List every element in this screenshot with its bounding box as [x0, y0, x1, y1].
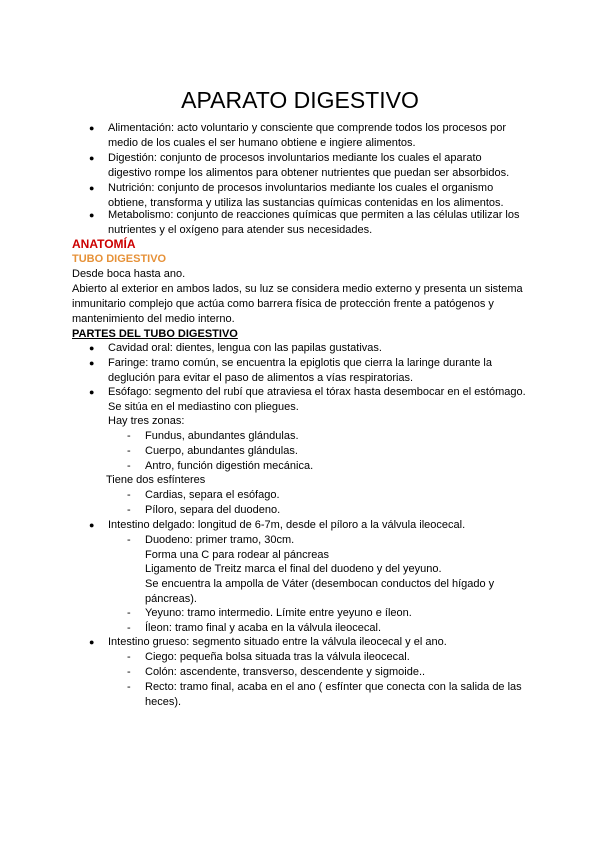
- bullet-icon: ●: [89, 123, 95, 133]
- bullet-icon: ●: [89, 520, 95, 530]
- duodeno-line-1: Duodeno: primer tramo, 30cm.: [145, 534, 295, 546]
- tube-line-1: Desde boca hasta ano.: [72, 268, 186, 280]
- dash-icon: -: [127, 666, 131, 678]
- sphincters-intro: Tiene dos esfínteres: [106, 474, 206, 486]
- segment-colon: Colón: ascendente, transverso, descendente y sigmoide..: [145, 666, 426, 678]
- dash-icon: -: [127, 534, 131, 546]
- definition-alimentacion: Alimentación: acto voluntario y consciente que comprende todos los procesos por medio de los cuales el ser humano obtiene e ingiere alimentos.: [108, 122, 507, 149]
- anatomy-heading: ANATOMÍA: [72, 237, 136, 251]
- parts-heading: PARTES DEL TUBO DIGESTIVO: [72, 328, 238, 340]
- dash-icon: -: [127, 622, 131, 634]
- dash-icon: -: [127, 430, 131, 442]
- bullet-icon: ●: [89, 343, 95, 353]
- zone-antro: Antro, función digestión mecánica.: [145, 460, 314, 472]
- dash-icon: -: [127, 489, 131, 501]
- duodeno-line-3: Ligamento de Treitz marca el final del duodeno y del yeyuno.: [145, 563, 442, 575]
- part-faringe: Faringe: tramo común, se encuentra la epiglotis que cierra la laringe durante la deglución para evitar el paso de alimentos a vías respiratorias.: [108, 357, 492, 384]
- dash-icon: -: [127, 504, 131, 516]
- tube-heading: TUBO DIGESTIVO: [72, 253, 167, 265]
- part-esofago: Esófago: segmento del rubí que atraviesa el tórax hasta desembocar en el estómago. Se sitúa en el mediastino con pliegues.: [108, 386, 526, 413]
- bullet-icon: ●: [89, 387, 95, 397]
- segment-recto: Recto: tramo final, acaba en el ano ( esfínter que conecta con la salida de las heces).: [145, 681, 522, 708]
- definition-digestion: Digestión: conjunto de procesos involuntarios mediante los cuales el aparato digestivo rompe los alimentos para obtener nutrientes que puedan ser absorbidos.: [108, 152, 510, 179]
- bullet-icon: ●: [89, 183, 95, 193]
- definition-nutricion: Nutrición: conjunto de procesos involuntarios mediante los cuales el organismo obtiene, transforma y utiliza las sustancias químicas contenidas en los alimentos.: [108, 182, 504, 209]
- sphincter-cardias: Cardias, separa el esófago.: [145, 489, 280, 501]
- part-intestino-grueso: Intestino grueso: segmento situado entre la válvula ileocecal y el ano.: [108, 636, 447, 648]
- dash-icon: -: [127, 681, 131, 693]
- duodeno-line-2: Forma una C para rodear al páncreas: [145, 549, 330, 561]
- bullet-icon: ●: [89, 210, 95, 220]
- dash-icon: -: [127, 460, 131, 472]
- zone-fundus: Fundus, abundantes glándulas.: [145, 430, 299, 442]
- part-cavidad-oral: Cavidad oral: dientes, lengua con las papilas gustativas.: [108, 342, 382, 354]
- definition-metabolismo: Metabolismo: conjunto de reacciones químicas que permiten a las células utilizar los nutrientes y el oxígeno para atender sus necesidades.: [108, 209, 520, 236]
- page-title: APARATO DIGESTIVO: [181, 87, 419, 113]
- dash-icon: -: [127, 607, 131, 619]
- sphincter-piloro: Píloro, separa del duodeno.: [145, 504, 281, 516]
- dash-icon: -: [127, 651, 131, 663]
- zones-intro: Hay tres zonas:: [108, 415, 185, 427]
- bullet-icon: ●: [89, 358, 95, 368]
- bullet-icon: ●: [89, 637, 95, 647]
- segment-ciego: Ciego: pequeña bolsa situada tras la válvula ileocecal.: [145, 651, 410, 663]
- bullet-icon: ●: [89, 153, 95, 163]
- segment-yeyuno: Yeyuno: tramo intermedio. Límite entre yeyuno e íleon.: [145, 607, 412, 619]
- part-intestino-delgado: Intestino delgado: longitud de 6-7m, desde el píloro a la válvula ileocecal.: [108, 519, 466, 531]
- zone-cuerpo: Cuerpo, abundantes glándulas.: [145, 445, 298, 457]
- segment-ileon: Íleon: tramo final y acaba en la válvula ileocecal.: [145, 622, 382, 634]
- dash-icon: -: [127, 445, 131, 457]
- duodeno-line-4: Se encuentra la ampolla de Váter (desembocan conductos del hígado y páncreas).: [145, 578, 495, 605]
- tube-line-2: Abierto al exterior en ambos lados, su luz se considera medio externo y presenta un sistema inmunitario complejo que actúa como barrera física de protección frente a patógenos y mantenimiento del medio interno.: [72, 283, 523, 325]
